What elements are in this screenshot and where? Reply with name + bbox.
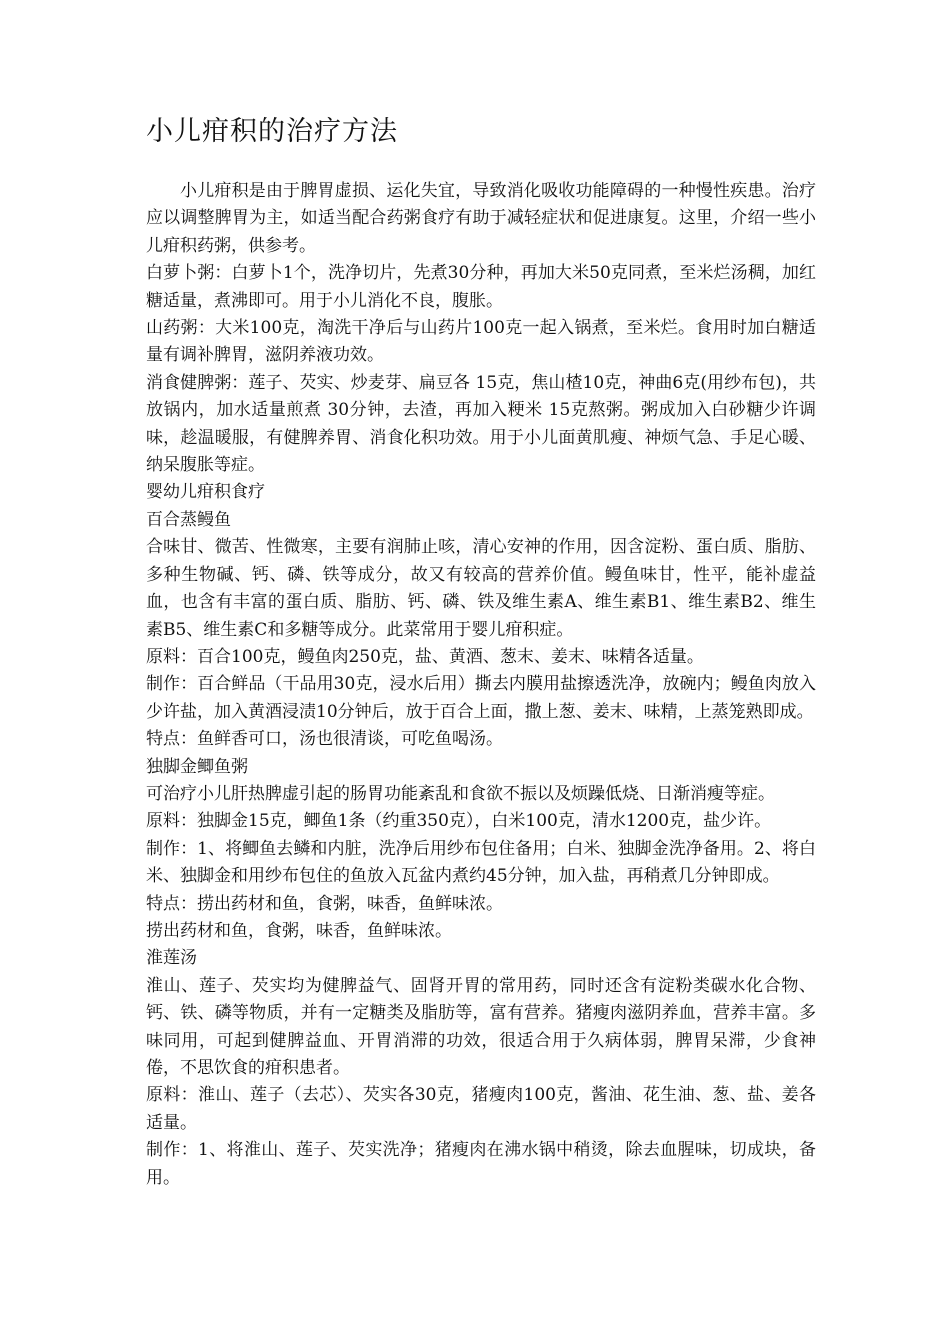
recipe-heading: 百合蒸鳗鱼 bbox=[146, 509, 231, 530]
section-heading: 婴幼儿疳积食疗 bbox=[146, 482, 265, 503]
recipe-heading: 淮莲汤 bbox=[146, 948, 197, 969]
features-paragraph: 特点：捞出药材和鱼，食粥，味香，鱼鲜味浓。 bbox=[146, 893, 503, 914]
recipe-paragraph: 可治疗小儿肝热脾虚引起的肠胃功能紊乱和食欲不振以及烦躁低烧、日渐消瘦等症。 bbox=[146, 783, 775, 804]
method-paragraph: 制作：百合鲜品（干品用30克，浸水后用）撕去内膜用盐擦透洗净，放碗内；鳗鱼肉放入少许盐，加入黄酒浸渍10分钟后，放于百合上面，撒上葱、姜末、味精，上蒸笼熟即成。 bbox=[146, 674, 816, 722]
ingredients-paragraph: 原料：独脚金15克，鲫鱼1条（约重350克），白米100克，清水1200克，盐少许。 bbox=[146, 811, 772, 832]
features-paragraph: 特点：鱼鲜香可口，汤也很清谈，可吃鱼喝汤。 bbox=[146, 729, 503, 750]
recipe-paragraph: 山药粥：大米100克，淘洗干净后与山药片100克一起入锅煮，至米烂。食用时加白糖适量有调补脾胃，滋阴养液功效。 bbox=[146, 318, 816, 366]
recipe-paragraph: 淮山、莲子、芡实均为健脾益气、固肾开胃的常用药，同时还含有淀粉类碳水化合物、钙、铁、磷等物质，并有一定糖类及脂肪等，富有营养。猪瘦肉滋阴养血，营养丰富。多味同用，可起到健脾益血、开胃消滞的功效，很适合用于久病体弱，脾胃呆滞，少食神倦，不思饮食的疳积患者。 bbox=[146, 975, 816, 1078]
document-body bbox=[146, 178, 816, 1192]
recipe-heading: 独脚金鲫鱼粥 bbox=[146, 756, 248, 777]
document-title: 小儿疳积的治疗方法 bbox=[146, 116, 398, 147]
intro-paragraph: 小儿疳积是由于脾胃虚损、运化失宜，导致消化吸收功能障碍的一种慢性疾患。治疗应以调整脾胃为主，如适当配合药粥食疗有助于减轻症状和促进康复。这里，介绍一些小儿疳积药粥，供参考。 bbox=[146, 181, 816, 256]
recipe-paragraph: 捞出药材和鱼，食粥，味香，鱼鲜味浓。 bbox=[146, 920, 452, 941]
ingredients-paragraph: 原料：淮山、莲子（去芯）、芡实各30克，猪瘦肉100克，酱油、花生油、葱、盐、姜各适量。 bbox=[146, 1085, 816, 1133]
ingredients-paragraph: 原料：百合100克，鳗鱼肉250克，盐、黄酒、葱末、姜末、味精各适量。 bbox=[146, 646, 704, 667]
method-paragraph: 制作：1、将鲫鱼去鳞和内脏，洗净后用纱布包住备用；白米、独脚金洗净备用。2、将白米、独脚金和用纱布包住的鱼放入瓦盆内煮约45分钟，加入盐，再稍煮几分钟即成。 bbox=[146, 838, 816, 887]
method-paragraph: 制作：1、将淮山、莲子、芡实洗净；猪瘦肉在沸水锅中稍烫，除去血腥味，切成块，备用。 bbox=[146, 1140, 816, 1188]
recipe-paragraph: 合味甘、微苦、性微寒，主要有润肺止咳，清心安神的作用，因含淀粉、蛋白质、脂肪、多种生物碱、钙、磷、铁等成分，故又有较高的营养价值。鳗鱼味甘，性平，能补虚益血，也含有丰富的蛋白质、脂肪、钙、磷、铁及维生素A、维生素B1、维生素B2、维生素B5、维生素C和多糖等成分。此菜常用于婴儿疳积症。 bbox=[146, 537, 816, 640]
recipe-paragraph: 白萝卜粥：白萝卜1个，洗净切片，先煮30分种，再加大米50克同煮，至米烂汤稠，加红糖适量，煮沸即可。用于小儿消化不良，腹胀。 bbox=[146, 263, 816, 311]
recipe-paragraph: 消食健脾粥：莲子、芡实、炒麦芽、扁豆各 15克，焦山楂10克，神曲6克(用纱布包)，共放锅内，加水适量煎煮 30分钟，去渣，再加入粳米 15克熬粥。粥成加入白砂糖少许调味，趁温暖服，有健脾养胃、消食化积功效。用于小儿面黄肌瘦、神烦气急、手足心暖、纳呆腹胀等症。 bbox=[146, 372, 816, 476]
